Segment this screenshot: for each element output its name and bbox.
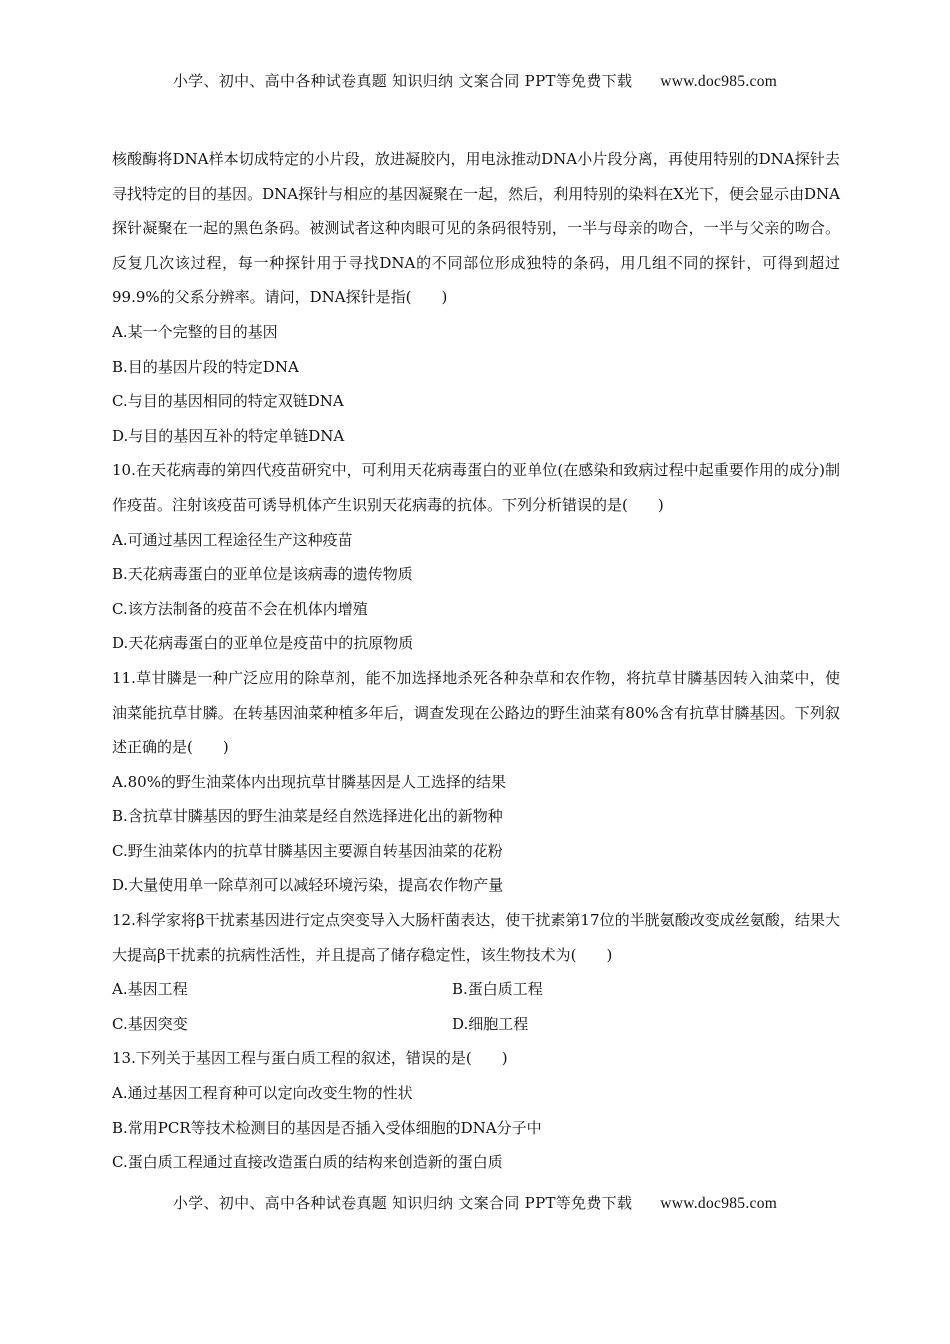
footer-text: 小学、初中、高中各种试卷真题 知识归纳 文案合同 PPT等免费下载 xyxy=(172,1194,633,1212)
q10-option-d: D.天花病毒蛋白的亚单位是疫苗中的抗原物质 xyxy=(112,634,414,653)
q12-options-row-2 xyxy=(112,1007,840,1042)
page-header xyxy=(0,70,950,91)
page-content xyxy=(112,142,840,1180)
footer-site-link[interactable]: www.doc985.com xyxy=(660,1195,778,1212)
question-12-stem: 12.科学家将β干扰素基因进行定点突变导入大肠杆菌表达，使干扰素第17位的半胱氨酸改变成丝氨酸，结果大大提高β干扰素的抗病性活性，并且提高了储存稳定性，该生物技术为( ) xyxy=(112,911,840,964)
q11-option-a: A.80%的野生油菜体内出现抗草甘膦基因是人工选择的结果 xyxy=(112,772,506,791)
page-footer xyxy=(0,1192,950,1213)
q12-options-row-1 xyxy=(112,972,840,1007)
q13-option-a: A.通过基因工程育种可以定向改变生物的性状 xyxy=(112,1084,413,1103)
q9-option-a: A.某一个完整的目的基因 xyxy=(112,322,278,341)
header-text: 小学、初中、高中各种试卷真题 知识归纳 文案合同 PPT等免费下载 xyxy=(172,72,633,90)
q13-option-c: C.蛋白质工程通过直接改造蛋白质的结构来创造新的蛋白质 xyxy=(112,1153,503,1172)
q11-option-b: B.含抗草甘膦基因的野生油菜是经自然选择进化出的新物种 xyxy=(112,807,503,826)
header-site-link[interactable]: www.doc985.com xyxy=(660,73,778,90)
q9-option-c: C.与目的基因相同的特定双链DNA xyxy=(112,392,344,411)
q9-option-b: B.目的基因片段的特定DNA xyxy=(112,357,299,376)
question-11-stem: 11.草甘膦是一种广泛应用的除草剂，能不加选择地杀死各种杂草和农作物，将抗草甘膦基因转入油菜中，使油菜能抗草甘膦。在转基因油菜种植多年后，调查发现在公路边的野生油菜有80%含有抗草甘膦基因。下列叙述正确的是( ) xyxy=(112,668,840,757)
q13-option-b: B.常用PCR等技术检测目的基因是否插入受体细胞的DNA分子中 xyxy=(112,1118,542,1137)
q12-option-b: B.蛋白质工程 xyxy=(452,980,543,999)
q11-option-d: D.大量使用单一除草剂可以减轻环境污染，提高农作物产量 xyxy=(112,876,504,895)
q12-option-c: C.基因突变 xyxy=(112,1014,188,1033)
q12-option-a: A.基因工程 xyxy=(112,980,188,999)
q10-option-b: B.天花病毒蛋白的亚单位是该病毒的遗传物质 xyxy=(112,565,413,584)
q10-option-c: C.该方法制备的疫苗不会在机体内增殖 xyxy=(112,599,368,618)
question-10-stem: 10.在天花病毒的第四代疫苗研究中，可利用天花病毒蛋白的亚单位(在感染和致病过程中起重要作用的成分)制作疫苗。注射该疫苗可诱导机体产生识别天花病毒的抗体。下列分析错误的是( ) xyxy=(112,461,840,514)
question-13-stem: 13.下列关于基因工程与蛋白质工程的叙述，错误的是( ) xyxy=(112,1049,508,1068)
q12-option-d: D.细胞工程 xyxy=(452,1014,529,1033)
question-9-stem: 核酸酶将DNA样本切成特定的小片段，放进凝胶内，用电泳推动DNA小片段分离，再使用特别的DNA探针去寻找特定的目的基因。DNA探针与相应的基因凝聚在一起，然后，利用特别的染料在X光下，便会显示由DNA探针凝聚在一起的黑色条码。被测试者这种肉眼可见的条码很特别，一半与母亲的吻合，一半与父亲的吻合。反复几次该过程，每一种探针用于寻找DNA的不同部位形成独特的条码，用几组不同的探针，可得到超过99.9%的父系分辨率。请问，DNA探针是指( ) xyxy=(112,150,840,307)
q9-option-d: D.与目的基因互补的特定单链DNA xyxy=(112,426,345,445)
q10-option-a: A.可通过基因工程途径生产这种疫苗 xyxy=(112,530,353,549)
q11-option-c: C.野生油菜体内的抗草甘膦基因主要源自转基因油菜的花粉 xyxy=(112,841,503,860)
